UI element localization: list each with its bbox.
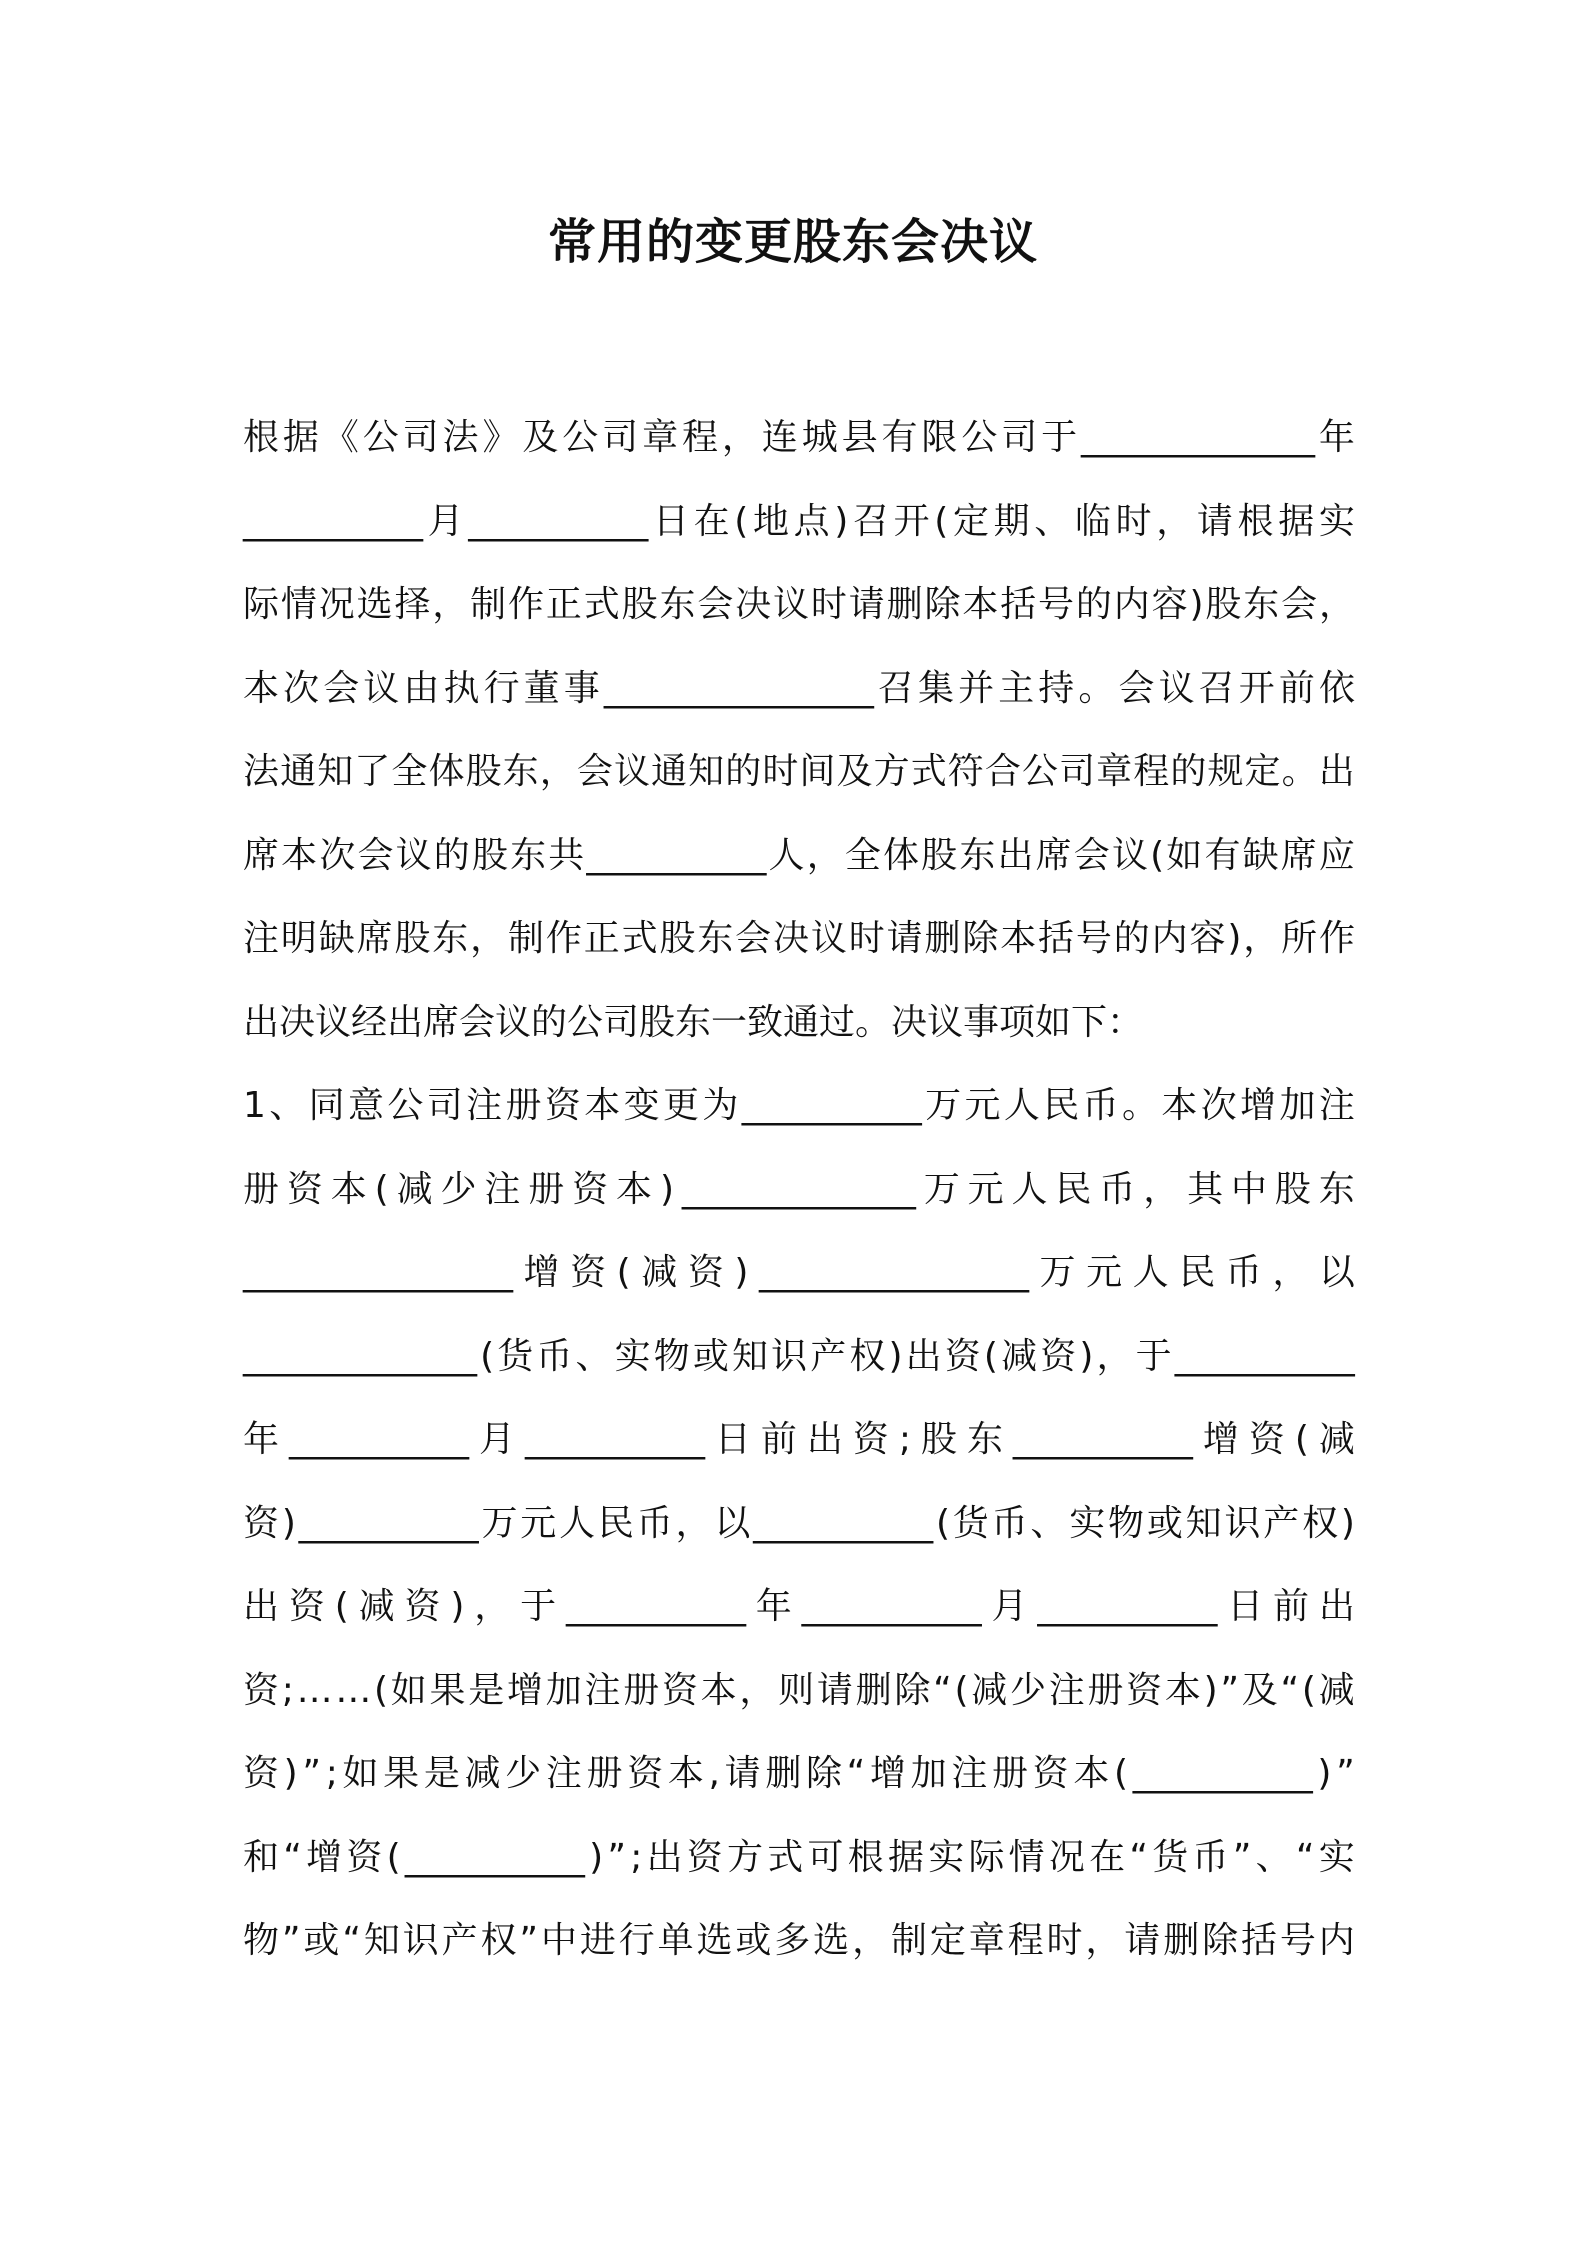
paragraph-line: 出 资 ( 减 资 ) ， 于 __________ 年 __________ 月 __________ 日 前 出 [243, 1586, 1355, 1627]
paragraph-line: 法 通 知 了 全 体 股 东 ， 会 议 通 知 的 时 间 及 方 式 符 合 公 司 章 程 的 规 定 。 出 [243, 751, 1355, 792]
paragraph-line: 资 ) __________ 万 元 人 民 币 ， 以 __________ ( 货 币 、 实 物 或 知 识 产 权 ) [243, 1502, 1355, 1544]
paragraph-line: 资 ) ” ; 如 果 是 减 少 注 册 资 本 , 请 删 除 “ 增 加 注 册 资 本 ( __________ ) ” [243, 1753, 1355, 1794]
paragraph-line: __________ 月 __________ 日 在 ( 地 点 ) 召 开 ( 定 期 、 临 时 ， 请 根 据 实 [243, 500, 1355, 542]
paragraph-line: 根 据 《 公 司 法 》 及 公 司 章 程 ， 连 城 县 有 限 公 司 于 _____________ 年 [243, 417, 1355, 458]
paragraph-line: 注 明 缺 席 股 东 ， 制 作 正 式 股 东 会 决 议 时 请 删 除 本 括 号 的 内 容 ) ， 所 作 [243, 918, 1355, 959]
paragraph-line: 际 情 况 选 择 ， 制 作 正 式 股 东 会 决 议 时 请 删 除 本 括 号 的 内 容 ) 股 东 会 ， [243, 584, 1355, 625]
document-title: 常用的变更股东会决议 [547, 214, 1038, 270]
paragraph-line: 年 __________ 月 __________ 日 前 出 资 ; 股 东 __________ 增 资 ( 减 [243, 1419, 1355, 1460]
paragraph-line: 物 ” 或 “ 知 识 产 权 ” 中 进 行 单 选 或 多 选 ， 制 定 章 程 时 ， 请 删 除 括 号 内 [243, 1920, 1355, 1961]
document-body [243, 406, 1355, 1993]
paragraph-line: 1 、 同 意 公 司 注 册 资 本 变 更 为 __________ 万 元 人 民 币 。 本 次 增 加 注 [243, 1085, 1355, 1126]
paragraph-line: 和 “ 增 资 ( __________ ) ” ; 出 资 方 式 可 根 据 实 际 情 况 在 “ 货 币 ” 、 “ 实 [243, 1836, 1355, 1878]
paragraph-line: 本 次 会 议 由 执 行 董 事 _______________ 召 集 并 主 持 。 会 议 召 开 前 依 [243, 667, 1355, 709]
paragraph-line: _______________ 增 资 ( 减 资 ) _______________ 万 元 人 民 币 ， 以 [243, 1252, 1355, 1293]
paragraph-line: 出决议经出席会议的公司股东一致通过。决议事项如下： [243, 1001, 1144, 1043]
paragraph-line: 席 本 次 会 议 的 股 东 共 __________ 人 ， 全 体 股 东 出 席 会 议 ( 如 有 缺 席 应 [243, 834, 1355, 876]
paragraph-line: _____________ ( 货 币 、 实 物 或 知 识 产 权 ) 出 资 ( 减 资 ) ， 于 __________ [243, 1335, 1355, 1377]
paragraph-line: 资 ; … … ( 如 果 是 增 加 注 册 资 本 ， 则 请 删 除 “ ( 减 少 注 册 资 本 ) ” 及 “ ( 减 [243, 1669, 1355, 1711]
paragraph-line: 册 资 本 ( 减 少 注 册 资 本 ) _____________ 万 元 人 民 币 ， 其 中 股 东 [243, 1168, 1355, 1210]
